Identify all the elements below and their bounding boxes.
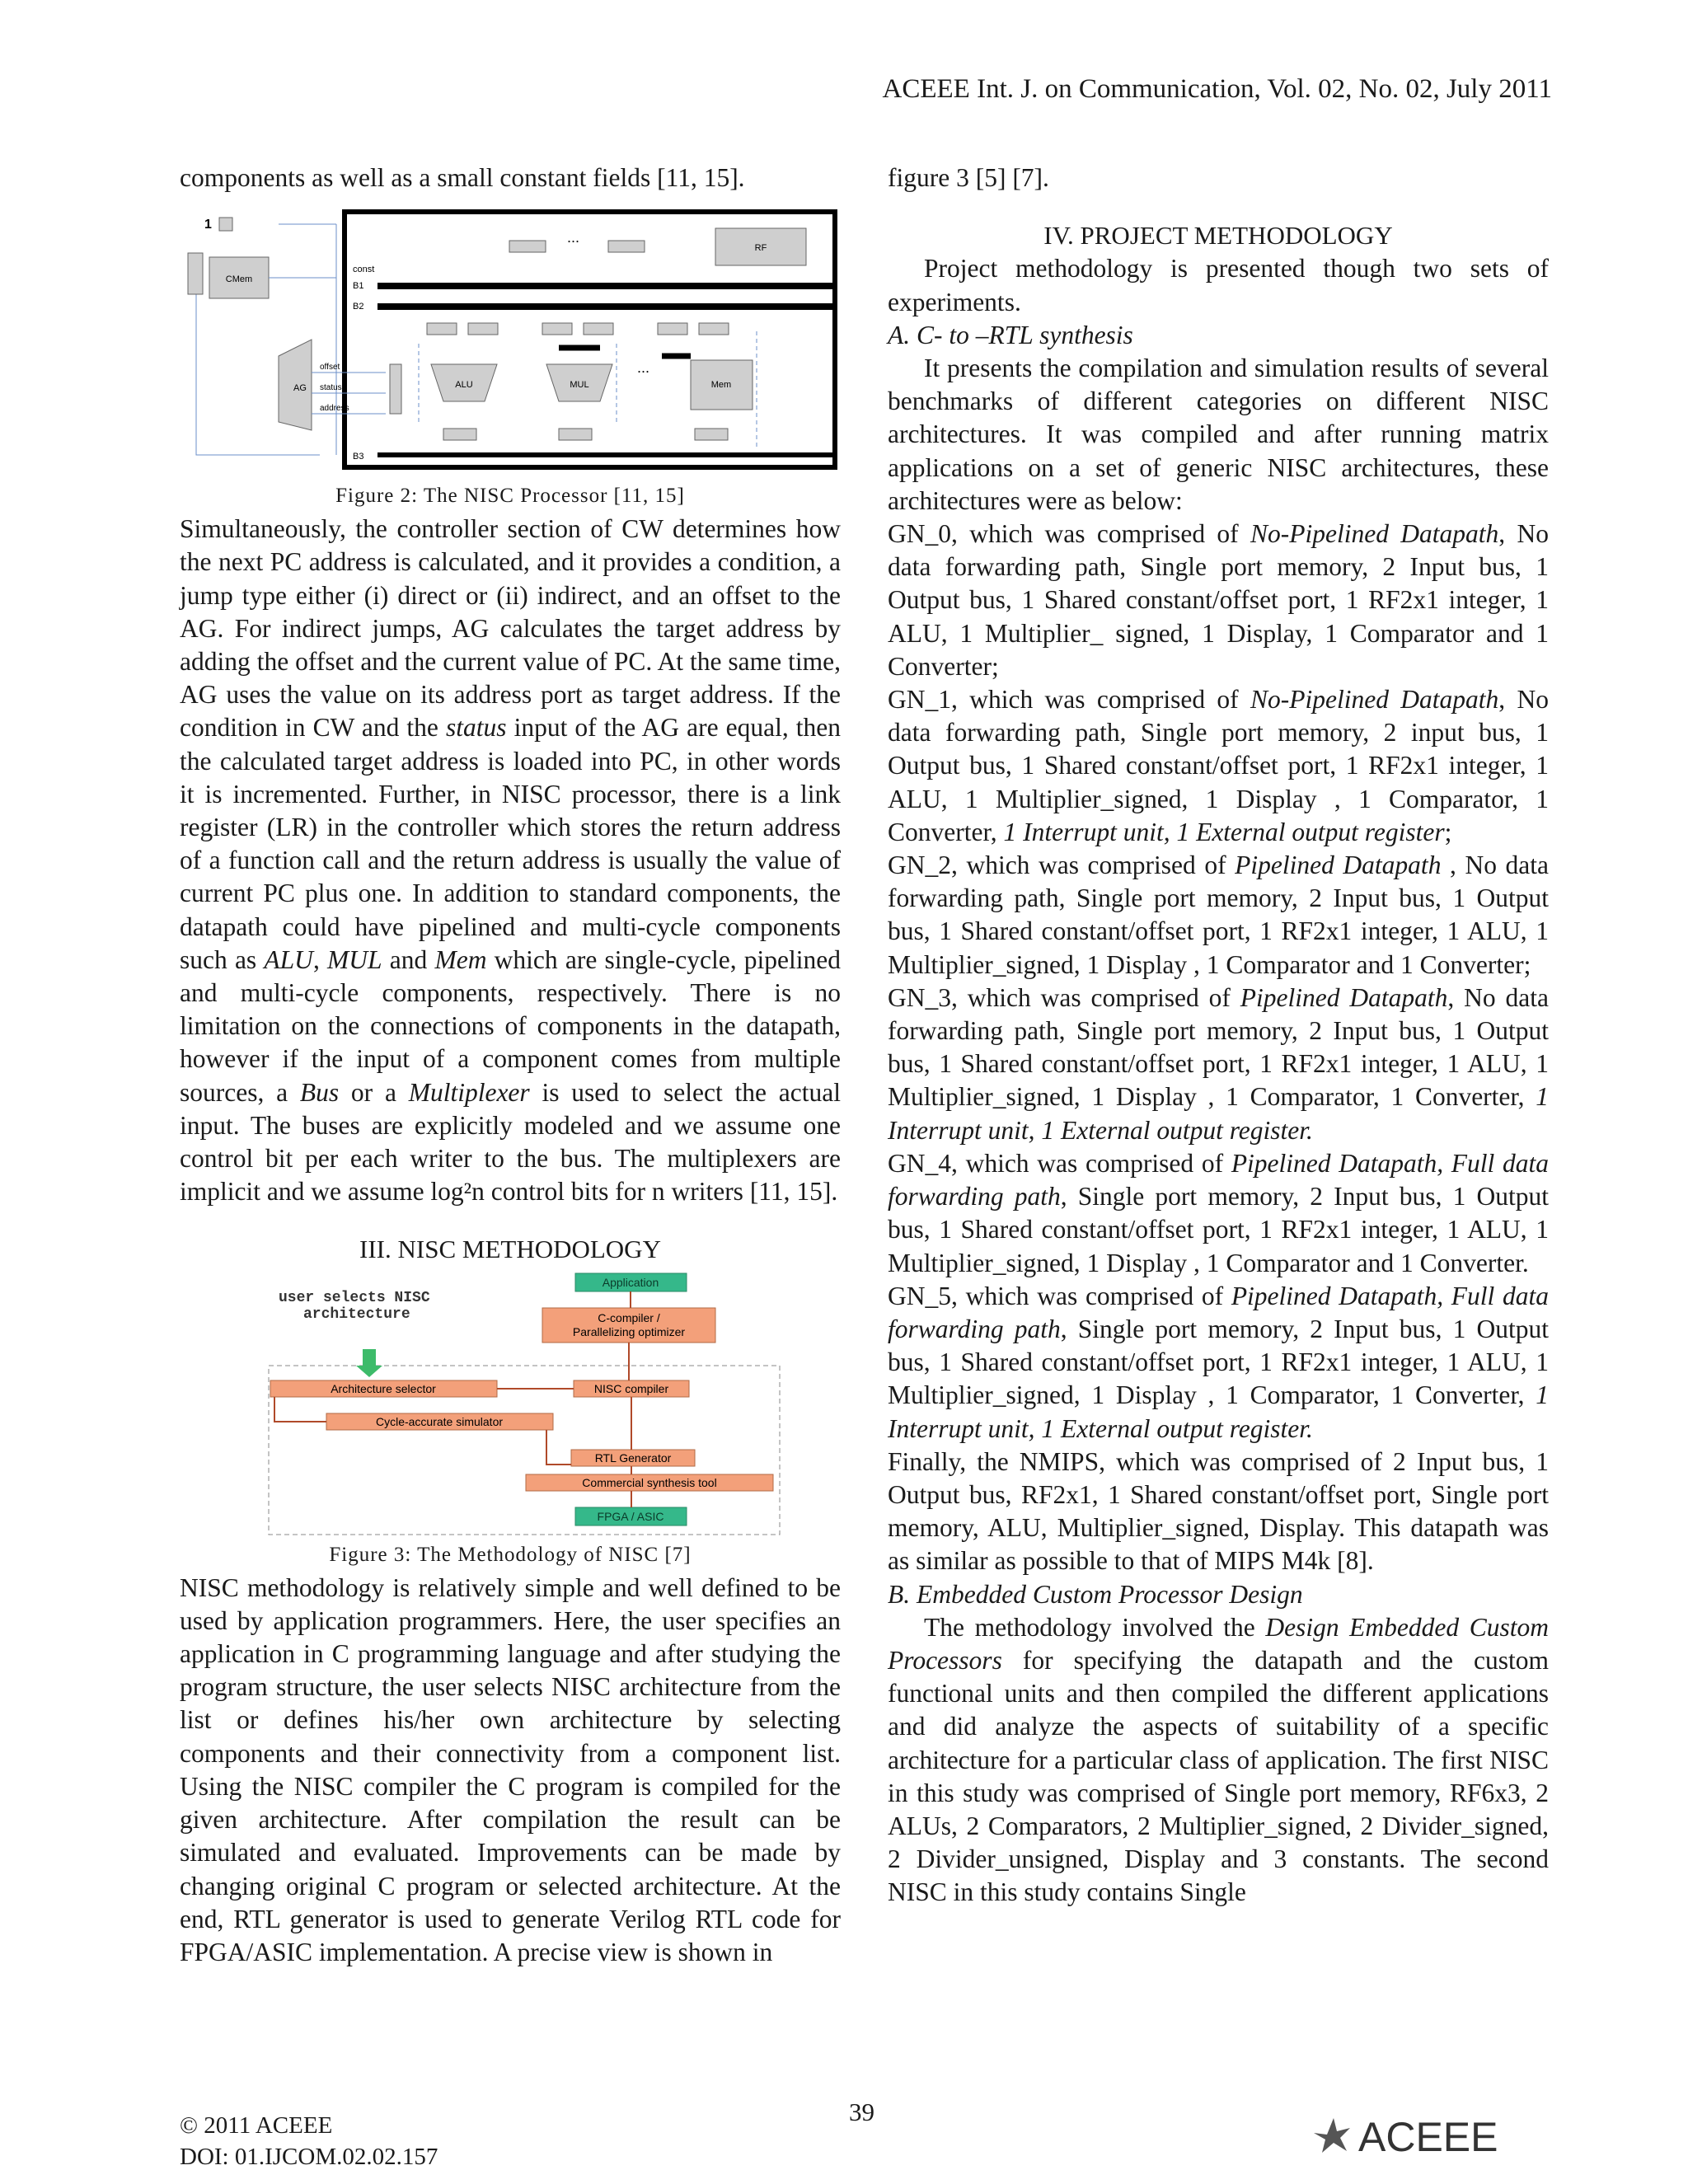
copyright-text: © 2011 ACEEE	[180, 2112, 333, 2139]
left-paragraph-2: NISC methodology is relatively simple and well defined to be used by application programmers. Here, the user specifies an application in C programming language and after studying the program structure, the user selects NISC architecture from the list or defines his/her own architecture by selecting components and their connectivity from a component list. Using the NISC compiler the C program is compiled for the given architecture. After compilation the result can be simulated and evaluated. Improvements can be made by changing original C program or selected architecture. At the end, RTL generator is used to generate Verilog RTL code for FPGA/ASIC implementation. A precise view is shown in	[180, 1572, 841, 1966]
left-column	[180, 162, 841, 1969]
fig3-architecture-selector: Architecture selector	[331, 1381, 436, 1395]
right-paragraph-3: Finally, the NMIPS, which was comprised of 2 Input bus, 1 Output bus, RF2x1, 1 Shared constant/offset port, Single port memory, ALU, Multiplier_signed, Display. This datapath was as similar as possible to that of MIPS M4k [8].	[888, 1446, 1549, 1576]
fig2-b3-label: B3	[353, 452, 364, 462]
fig2-mem-label: Mem	[710, 380, 732, 391]
footer-copyright	[180, 2110, 438, 2172]
fig2-dots-mid: ...	[637, 359, 650, 377]
section-3-heading: III. NISC METHODOLOGY	[359, 1235, 661, 1264]
fig3-nisc-compiler: NISC compiler	[593, 1381, 669, 1395]
gn2-paragraph: GN_2, which was comprised of Pipelined Datapath , No data forwarding path, Single port memory, 2 Input bus, 1 Output bus, 1 Shared constant/offset port, 1 RF2x1 integer, 1 ALU, 1 Multiplier_signed, 1 Display , 1 Comparator and 1 Converter;	[888, 851, 1550, 979]
fig2-alu-label: ALU	[455, 380, 473, 391]
subsection-b-heading: B. Embedded Custom Processor Design	[888, 1579, 1303, 1609]
right-paragraph-1: Project methodology is presented though two sets of experiments.	[888, 254, 1549, 316]
aceee-logo-text: ACEEE	[1358, 2114, 1498, 2159]
fig2-const-label: const	[353, 265, 375, 275]
fig3-cycle-simulator: Cycle-accurate simulator	[375, 1414, 504, 1428]
aceee-logo	[1311, 2110, 1558, 2159]
figure-2-caption: Figure 2: The NISC Processor [11, 15]	[335, 485, 685, 508]
doi-text: DOI: 01.IJCOM.02.02.157	[180, 2144, 438, 2170]
fig2-mul-label: MUL	[570, 380, 589, 391]
gn5-paragraph: GN_5, which was comprised of Pipelined Datapath, Full data forwarding path, Single port memory, 2 Input bus, 1 Output bus, 1 Shared constant/offset port, 1 RF2x1 integer, 1 ALU, 1 Multiplier_signed, 1 Display , 1 Comparator, 1 Converter, 1 Interrupt unit, 1 External output register.	[888, 1281, 1549, 1443]
fig3-user-line2: architecture	[303, 1305, 410, 1323]
fig3-c-compiler: C-compiler /	[598, 1310, 660, 1324]
subsection-a-heading: A. C- to –RTL synthesis	[888, 320, 1133, 349]
figure-3-nisc-methodology	[180, 1267, 839, 1539]
gn1-paragraph: GN_1, which was comprised of No-Pipelined Datapath, No data forwarding path, Single port memory, 2 input bus, 1 Output bus, 1 Shared constant/offset port, 1 RF2x1 integer, 1 ALU, 1 Multiplier_signed, 1 Display , 1 Comparator, 1 Converter, 1 Interrupt unit, 1 External output register;	[888, 685, 1550, 846]
fig3-user-line1: user selects NISC	[279, 1289, 430, 1306]
fig2-status-label: status	[320, 383, 342, 393]
fig2-dots-top: ...	[567, 229, 580, 246]
fig3-parallelizing: Parallelizing optimizer	[572, 1324, 686, 1338]
fig2-cmem-label: CMem	[225, 274, 253, 285]
right-column	[888, 162, 1549, 1910]
fig3-rtl-generator: RTL Generator	[594, 1451, 672, 1465]
fig3-fpga-asic: FPGA / ASIC	[597, 1509, 664, 1523]
fig2-rf-label: RF	[754, 243, 767, 254]
fig2-b1-label: B1	[353, 281, 364, 292]
left-paragraph-1: Simultaneously, the controller section of CW determines how the next PC address is calculated, and it provides a condition, a jump type either (i) direct or (ii) indirect, and an offset to the AG. For indirect jumps, AG calculates the target address by adding the offset and the current value of PC. At the same time, AG uses the value on its address port as target address. If the condition in CW and the status input of the AG are equal, then the calculated target address is loaded into PC, in other words it is incremented. Further, in NISC processor, there is a link register (LR) in the controller which stores the return address of a function call and the return address is usually the value of current PC plus one. In addition to standard components, the datapath could have pipelined and multi-cycle components such as ALU, MUL and Mem which are single-cycle, pipelined and multi-cycle components, respectively. There is no limitation on the connections of components in the datapath, however if the input of a component comes from multiple sources, a Bus or a Multiplexer is used to select the actual input. The buses are explicitly modeled and we assume one control bit per each writer to the bus. The multiplexers are implicit and we assume log²n control bits for n writers [11, 15].	[180, 514, 842, 1207]
gn3-paragraph: GN_3, which was comprised of Pipelined Datapath, No data forwarding path, Single port memory, 2 Input bus, 1 Output bus, 1 Shared constant/offset port, 1 RF2x1 integer, 1 ALU, 1 Multiplier_signed, 1 Display , 1 Comparator, 1 Converter, 1 Interrupt unit, 1 External output register.	[888, 982, 1549, 1145]
gn0-paragraph: GN_0, which was comprised of No-Pipelined Datapath, No data forwarding path, Single port memory, 2 Input bus, 1 Output bus, 1 Shared constant/offset port, 1 RF2x1 integer, 1 ALU, 1 Multiplier_ signed, 1 Display, 1 Comparator and 1 Converter;	[888, 519, 1550, 681]
fig2-offset-label: offset	[320, 363, 340, 373]
fig2-one-label: 1	[204, 218, 212, 232]
fig2-address-label: address	[320, 404, 349, 414]
figure-3-caption: Figure 3: The Methodology of NISC [7]	[329, 1543, 692, 1566]
fig2-b2-label: B2	[353, 302, 364, 312]
fig2-ag-label: AG	[293, 383, 307, 394]
fig3-application: Application	[602, 1275, 659, 1289]
left-paragraph-0: components as well as a small constant fields [11, 15].	[180, 163, 745, 192]
right-paragraph-0: figure 3 [5] [7].	[888, 163, 1049, 192]
gn4-paragraph: GN_4, which was comprised of Pipelined Datapath, Full data forwarding path, Single port memory, 2 Input bus, 1 Output bus, 1 Shared constant/offset port, 1 RF2x1 integer, 1 ALU, 1 Multiplier_signed, 1 Display , 1 Comparator and 1 Converter.	[888, 1148, 1549, 1277]
page-number: 39	[849, 2097, 874, 2126]
figure-2-nisc-processor	[180, 208, 839, 480]
right-paragraph-4: The methodology involved the Design Embedded Custom Processors for specifying the datapath and the custom functional units and then compiled the different applications and did analyze the aspects of suitability of a specific architecture for a particular class of application. The first NISC in this study was comprised of Single port memory, RF6x3, 2 ALUs, 2 Comparators, 2 Multiplier_signed, 2 Divider_signed, 2 Divider_unsigned, Display and 3 constants. The second NISC in this study contains Single	[888, 1612, 1549, 1907]
fig3-synthesis-tool: Commercial synthesis tool	[582, 1475, 717, 1489]
section-4-heading: IV. PROJECT METHODOLOGY	[1043, 221, 1393, 251]
right-paragraph-2: It presents the compilation and simulation results of several benchmarks of different categories on different NISC architectures. It was compiled and after running matrix applications on a set of generic NISC architectures, these architectures were as below:	[888, 354, 1549, 515]
journal-header: ACEEE Int. J. on Communication, Vol. 02, No. 02, July 2011	[882, 74, 1552, 104]
